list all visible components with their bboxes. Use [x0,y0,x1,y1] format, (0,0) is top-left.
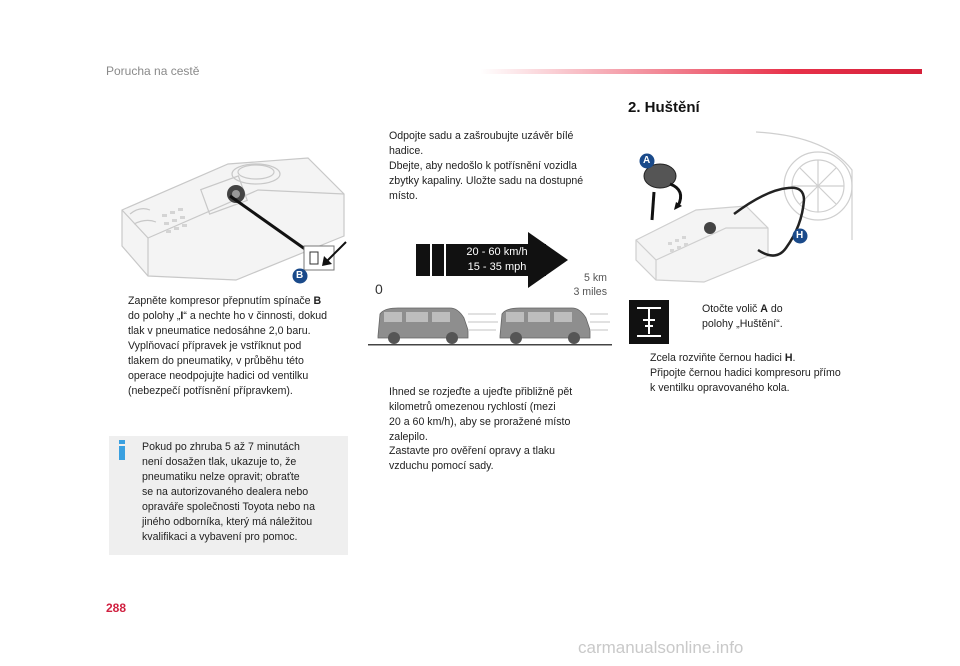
info-line: jiného odborníka, který má náležitou [142,516,313,528]
middle-line: Zastavte pro ověření opravy a tlaku [389,445,556,457]
info-line: opraváře společnosti Toyota nebo na [142,501,315,513]
header-title: Porucha na cestě [106,64,200,78]
left-line1: Zapněte kompresor přepnutím spínače [128,295,314,307]
middle-line: Ihned se rozjeďte a ujeďte přibližně pět [389,386,573,398]
label-a: A [643,155,651,166]
middle-line: Dbejte, aby nedošlo k potřísnění vozidla [389,160,577,172]
middle-line: zalepilo. [389,431,428,443]
info-line: není dosažen tlak, ukazuje to, že [142,456,297,468]
left-line4: Vyplňovací přípravek je vstříknut pod [128,340,302,352]
label-h: H [796,230,804,241]
key-h: H [784,352,793,364]
info-line: pneumatiku nelze opravit; obraťte [142,471,300,483]
key-a: A [760,303,768,315]
info-line: se na autorizovaného dealera nebo [142,486,309,498]
middle-line: hadice. [389,145,424,157]
middle-top-instruction [389,129,609,204]
dial-line1-pre: Otočte volič [702,303,761,315]
key-i: I [180,310,184,322]
middle-line: zbytky kapaliny. Uložte sadu na dostupné [389,175,584,187]
speed-mph-label: 15 - 35 mph [467,261,527,273]
dial-line1-post: do [767,303,783,315]
middle-drive-instruction [389,385,609,445]
middle-line: kilometrů omezenou rychlostí (mezi [389,401,556,413]
hose-line-post: . [792,352,796,364]
connect-line: k ventilku opravovaného kola. [650,382,790,394]
dial-line2: polohy „Huštění“. [702,318,783,330]
info-icon [116,440,128,460]
watermark-text: carmanualsonline.info [578,638,744,657]
header-accent-line [480,69,922,74]
connect-line: Připojte černou hadici kompresoru přímo [650,367,841,379]
inflation-mode-icon [629,300,669,344]
middle-line: místo. [389,190,418,202]
distance-km-label: 5 km [584,272,607,284]
left-line7: (nebezpečí potřísnění přípravkem). [128,385,293,397]
middle-stop-instruction [389,444,609,474]
compressor-hose-illustration [626,130,854,288]
left-line2-pre: do polohy „ [128,310,181,322]
info-line: Pokud po zhruba 5 až 7 minutách [142,441,300,453]
info-line: kvalifikaci a vybavení pro pomoc. [142,531,298,543]
left-line3: tlak v pneumatice nedosáhne 2,0 baru. [128,325,311,337]
start-label: 0 [375,281,383,297]
middle-line: 20 a 60 km/h), aby se proražené místo [389,416,571,428]
left-line6: operace neodpojujte hadici od ventilku [128,370,309,382]
dial-instruction [702,302,862,332]
hose-line-pre: Zcela rozviňte černou hadici [650,352,785,364]
middle-line: Odpojte sadu a zašroubujte uzávěr bílé [389,130,574,142]
left-line5: tlakem do pneumatiky, v průběhu této [128,355,304,367]
page-number: 288 [106,601,127,615]
left-instruction [128,294,348,399]
distance-miles-label: 3 miles [573,286,607,298]
speed-kmh-label: 20 - 60 km/h [466,246,528,258]
connect-instruction [650,366,870,396]
compressor-switch-illustration [108,150,348,286]
label-b: B [296,270,304,281]
left-line2-post: “ a nechte ho v činnosti, dokud [183,310,328,322]
middle-line: vzduchu pomocí sady. [389,460,494,472]
section-heading: 2. Huštění [628,99,700,116]
key-b: B [313,295,322,307]
hose-instruction [650,351,870,366]
info-text [142,440,342,545]
